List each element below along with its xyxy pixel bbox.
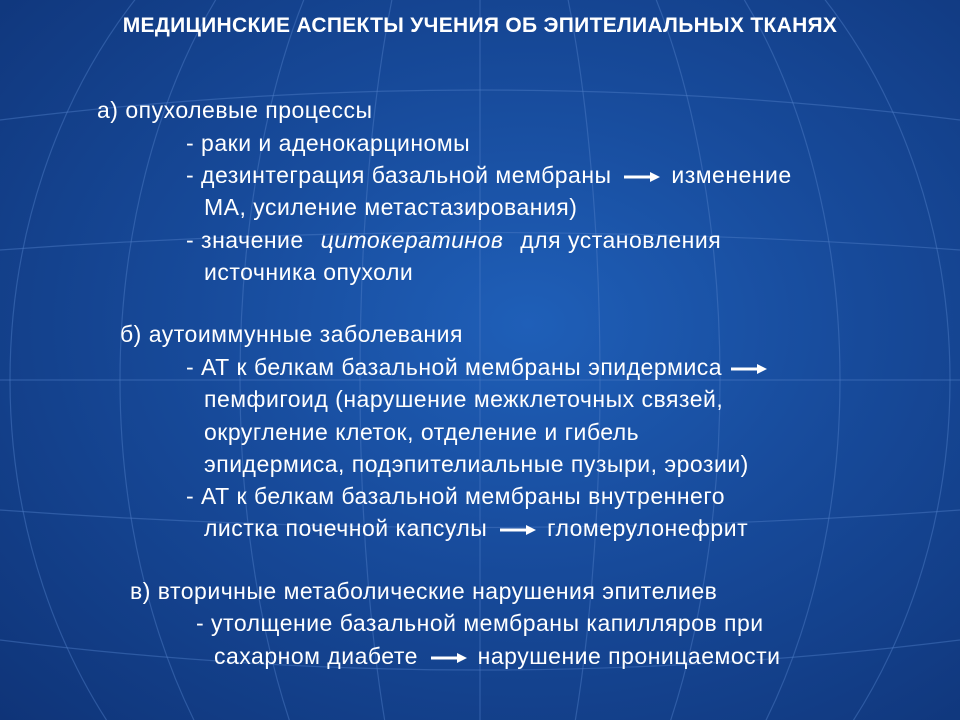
section-a-item-2-result: изменение — [671, 162, 792, 188]
section-a-item-2 — [186, 160, 792, 190]
section-b-heading: б) аутоиммунные заболевания — [120, 321, 463, 347]
right-arrow-icon — [731, 362, 767, 376]
section-b-item-1-continuation-2: округление клеток, отделение и гибель — [204, 419, 640, 445]
section-b-item-1-text: - АТ к белкам базальной мембраны эпидермиса — [186, 354, 723, 380]
section-c-item-1: - утолщение базальной мембраны капилляров при — [196, 610, 764, 636]
section-a-item-3 — [186, 225, 721, 255]
section-a-item-3-continuation: источника опухоли — [204, 259, 414, 285]
section-c-item-1-continuation — [214, 641, 781, 671]
section-a-item-3-emphasis: цитокератинов — [320, 227, 504, 253]
section-b-item-1-continuation-1: пемфигоид (нарушение межклеточных связей, — [204, 386, 724, 412]
section-b-item-2-result: гломерулонефрит — [547, 515, 749, 541]
section-a-item-2-continuation: МА, усиление метастазирования) — [204, 194, 578, 220]
section-b-item-2-text: листка почечной капсулы — [204, 515, 488, 541]
right-arrow-icon — [431, 651, 467, 665]
section-b-item-1 — [186, 352, 771, 382]
section-b-item-2: - АТ к белкам базальной мембраны внутреннего — [186, 483, 726, 509]
section-a-item-3-text: - значение — [186, 227, 304, 253]
section-a-item-1: - раки и аденокарциномы — [186, 130, 471, 156]
section-b-item-2-continuation — [204, 513, 748, 543]
section-b-item-1-continuation-3: эпидермиса, подэпителиальные пузыри, эрозии) — [204, 451, 749, 477]
section-a-heading: а) опухолевые процессы — [97, 97, 373, 123]
section-c-item-1-text: сахарном диабете — [214, 643, 418, 669]
right-arrow-icon — [500, 523, 536, 537]
section-a-item-2-text: - дезинтеграция базальной мембраны — [186, 162, 612, 188]
slide-title: МЕДИЦИНСКИЕ АСПЕКТЫ УЧЕНИЯ ОБ ЭПИТЕЛИАЛЬНЫХ ТКАНЯХ — [122, 14, 838, 37]
right-arrow-icon — [624, 170, 660, 184]
section-c-heading: в) вторичные метаболические нарушения эпителиев — [130, 578, 718, 604]
section-a-item-3-text-end: для установления — [520, 227, 722, 253]
section-c-item-1-result: нарушение проницаемости — [477, 643, 781, 669]
